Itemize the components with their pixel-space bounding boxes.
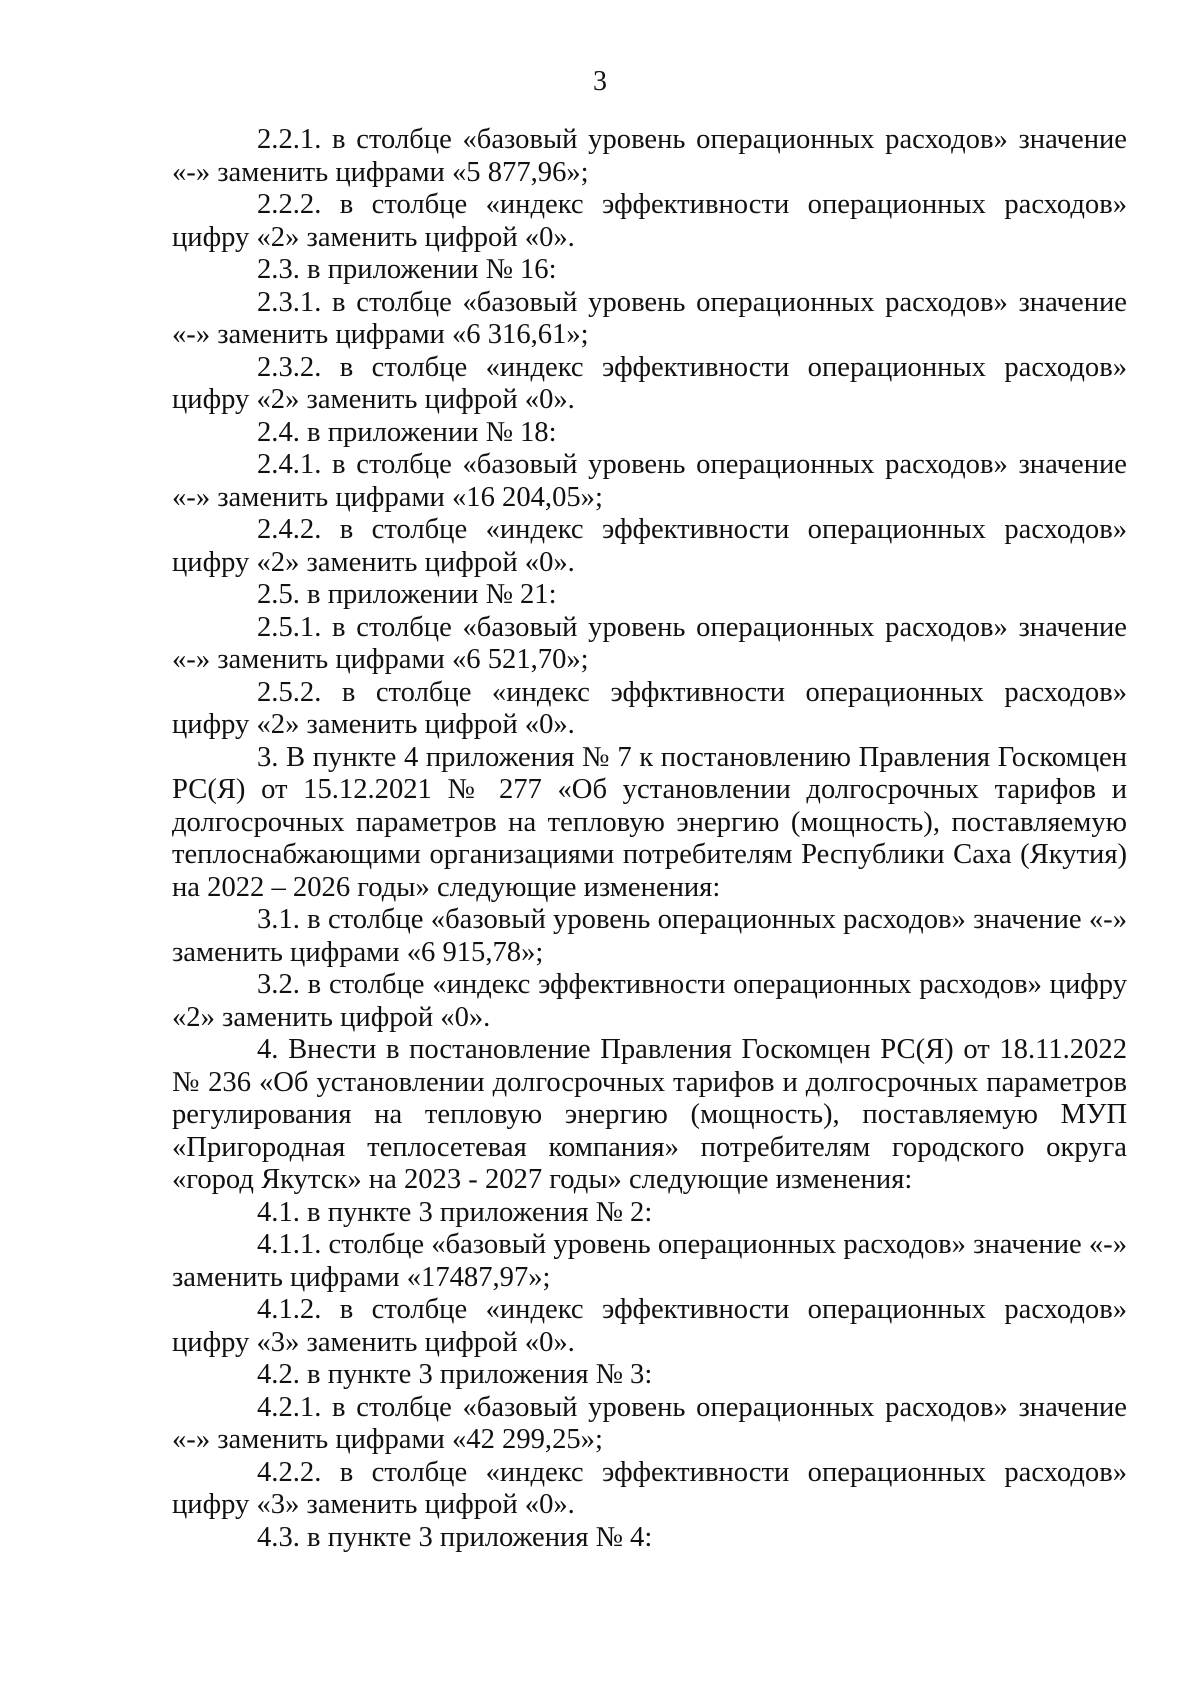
paragraph: 3.1. в столбце «базовый уровень операционных расходов» значение «-» заменить цифрами «6 915,78»; (172, 904, 1127, 968)
paragraph: 2.3.1. в столбце «базовый уровень операционных расходов» значение «-» заменить цифрами «6 316,61»; (172, 286, 1127, 350)
page-number: 3 (593, 66, 607, 97)
paragraph: 2.2.1. в столбце «базовый уровень операционных расходов» значение «-» заменить цифрами «5 877,96»; (172, 124, 1127, 188)
paragraph: 4.1. в пункте 3 приложения № 2: (257, 1196, 653, 1228)
paragraph: 4. Внести в постановление Правления Госкомцен РС(Я) от 18.11.2022 № 236 «Об установлении долгосрочных тарифов и долгосрочных параметров регулирования на тепловую энергию (мощность), поставляемую МУП «Пригородная теплосетевая компания» потребителям городского округа «город Якутск» на 2023 - 2027 годы» следующие изменения: (172, 1034, 1127, 1195)
paragraph: 4.2. в пункте 3 приложения № 3: (257, 1359, 653, 1390)
paragraph: 2.5.1. в столбце «базовый уровень операционных расходов» значение «-» заменить цифрами «6 521,70»; (172, 611, 1127, 675)
paragraph: 2.2.2. в столбце «индекс эффективности операционных расходов» цифру «2» заменить цифрой «0». (172, 189, 1127, 253)
paragraph: 2.4.1. в столбце «базовый уровень операционных расходов» значение «-» заменить цифрами «16 204,05»; (172, 449, 1127, 513)
paragraph: 4.3. в пункте 3 приложения № 4: (257, 1521, 653, 1553)
paragraph: 4.1.2. в столбце «индекс эффективности операционных расходов» цифру «3» заменить цифрой «0». (172, 1294, 1127, 1358)
paragraph: 4.2.1. в столбце «базовый уровень операционных расходов» значение «-» заменить цифрами «42 299,25»; (172, 1391, 1127, 1455)
paragraph: 3. В пункте 4 приложения № 7 к постановлению Правления Госкомцен РС(Я) от 15.12.2021 № 277 «Об установлении долгосрочных тарифов и долгосрочных параметров на тепловую энергию (мощность), поставляемую теплоснабжающими организациями потребителям Республики Саха (Якутия) на 2022 – 2026 годы» следующие изменения: (172, 741, 1127, 903)
document-body (172, 124, 1127, 1554)
paragraph: 2.5. в приложении № 21: (257, 579, 557, 610)
paragraph: 2.5.2. в столбце «индекс эффктивности операционных расходов» цифру «2» заменить цифрой «0». (172, 676, 1127, 740)
paragraph: 4.2.2. в столбце «индекс эффективности операционных расходов» цифру «3» заменить цифрой «0». (172, 1456, 1127, 1520)
paragraph: 3.2. в столбце «индекс эффективности операционных расходов» цифру «2» заменить цифрой «0». (172, 969, 1127, 1033)
paragraph: 2.3.2. в столбце «индекс эффективности операционных расходов» цифру «2» заменить цифрой «0». (172, 351, 1127, 415)
paragraph: 2.3. в приложении № 16: (257, 254, 557, 285)
paragraph: 4.1.1. столбце «базовый уровень операционных расходов» значение «-» заменить цифрами «17487,97»; (172, 1229, 1127, 1293)
paragraph: 2.4.2. в столбце «индекс эффективности операционных расходов» цифру «2» заменить цифрой «0». (172, 514, 1127, 578)
paragraph: 2.4. в приложении № 18: (257, 416, 557, 448)
